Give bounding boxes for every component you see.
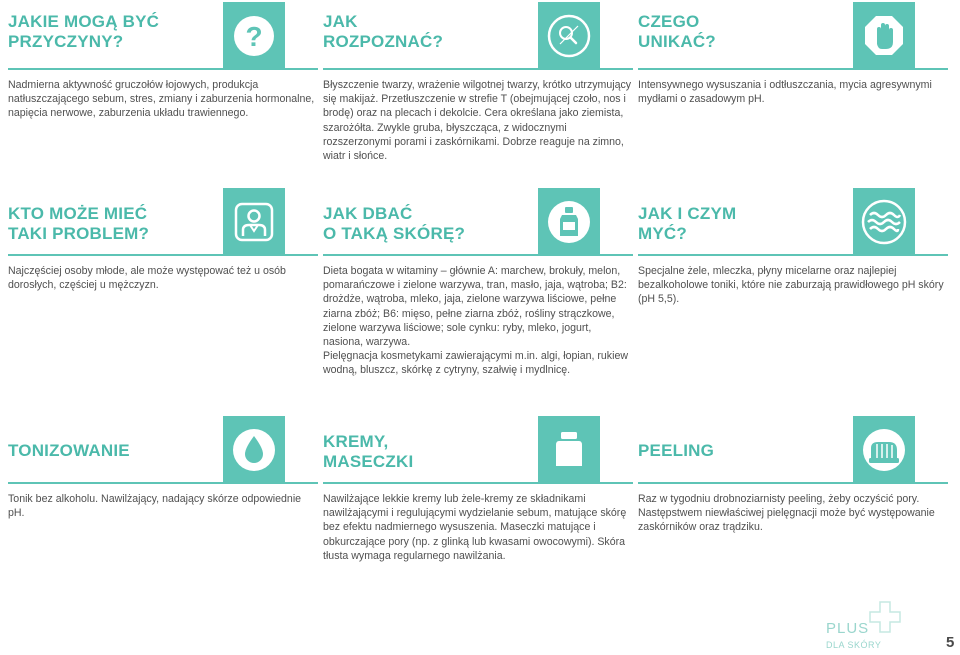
panel-header <box>8 188 318 256</box>
panel-header <box>8 416 318 484</box>
panel-text: Intensywnego wysuszania i odtłuszczania, mycia agresywnymi mydłami o zasadowym pH. <box>638 79 932 106</box>
jar-icon <box>538 188 600 256</box>
panel-avoid <box>638 2 948 106</box>
magnifier-circle-icon <box>538 2 600 70</box>
water-waves-icon <box>853 188 915 256</box>
panel-title: TONIZOWANIE <box>8 441 130 460</box>
panel-header <box>323 2 633 70</box>
panel-text: Dieta bogata w witaminy – głównie A: marchew, brokuły, melon, pomarańczowe i zielone warzywa, tran, masło, jaja, wątroba; B2: drożdże, wątroba, mleko, jaja, zielone warzywa liściowe, pełne ziarna zbóż; B6: mięso, pełne ziarna zbóż, rośliny strączkowe, zielone warzywa liściowe; sole cynku: ryby, mleko, jogurt, nasiona, warzywa. Pielęgnacja kosmetykami zawierającymi m.in. algi, łopian, rukiew wodną, bluszcz, skórkę z cytryny, szałwię i mydlnicę. <box>323 265 628 377</box>
panel-text: Błyszczenie twarzy, wrażenie wilgotnej twarzy, krótko utrzymujący się makijaż. Przetłuszczenie w strefie T (obejmującej czoło, nos i brodę) oraz na plecach i dekolcie. Cera określana jako ziemista, szarożółta. Zwykle gruba, błyszcząca, z widocznymi rozszerzonymi porami i zaskórnikami. Dobrze reaguje na zimno, wiatr i słońce. <box>323 79 632 163</box>
panel-header <box>8 2 318 70</box>
panel-header <box>323 416 633 484</box>
panel-title: JAK ROZPOZNAĆ? <box>323 12 444 51</box>
panel-who <box>8 188 318 292</box>
brand-logo-subtext: DLA SKÓRY <box>826 640 882 650</box>
panel-peeling <box>638 416 948 535</box>
panel-text: Raz w tygodniu drobnoziarnisty peeling, żeby oczyścić pory. Następstwem niewłaściwej pielęgnacji może być występowanie zaskórników oraz trądziku. <box>638 493 935 534</box>
panel-care <box>323 188 633 378</box>
panel-title: JAK I CZYM MYĆ? <box>638 204 737 243</box>
stop-hand-icon <box>853 2 915 70</box>
panel-header <box>638 2 948 70</box>
brand-logo-text: PLUS <box>826 620 870 637</box>
plus-logo-icon <box>868 600 902 634</box>
panel-title: JAK DBAĆ O TAKĄ SKÓRĘ? <box>323 204 466 243</box>
panel-header <box>638 188 948 256</box>
svg-text:?: ? <box>245 21 263 52</box>
question-mark-icon <box>223 2 285 70</box>
panel-text: Nadmierna aktywność gruczołów łojowych, produkcja natłuszczającego sebum, stres, zmiany i zaburzenia hormonalne, napięcia nerwowe, zaburzenia układu trawiennego. <box>8 79 315 120</box>
panel-header <box>323 188 633 256</box>
panel-title: CZEGO UNIKAĆ? <box>638 12 716 51</box>
panel-wash <box>638 188 948 307</box>
cream-jar-icon <box>538 416 600 484</box>
panel-causes <box>8 2 318 121</box>
page-number: 5 <box>946 634 955 651</box>
panel-title: KTO MOŻE MIEĆ TAKI PROBLEM? <box>8 204 150 243</box>
panel-text: Najczęściej osoby młode, ale może występować też u osób dorosłych, częściej u mężczyzn. <box>8 265 286 292</box>
panel-text: Tonik bez alkoholu. Nawilżający, nadający skórze odpowiednie pH. <box>8 493 302 520</box>
panel-title: KREMY, MASECZKI <box>323 432 414 471</box>
panel-title: PEELING <box>638 441 715 460</box>
panel-header <box>638 416 948 484</box>
panel-title: JAKIE MOGĄ BYĆ PRZYCZYNY? <box>8 12 160 51</box>
panel-recognize <box>323 2 633 163</box>
panel-text: Specjalne żele, mleczka, płyny micelarne oraz najlepiej bezalkoholowe toniki, które nie zaburzają prawidłowego pH skóry (pH 5,5). <box>638 265 944 306</box>
panel-toning <box>8 416 318 520</box>
person-icon <box>223 188 285 256</box>
droplet-icon <box>223 416 285 484</box>
brush-icon <box>853 416 915 484</box>
panel-text: Nawilżające lekkie kremy lub żele-kremy ze składnikami nawilżającymi i regulującymi wydzielanie sebum, matujące skórę bez efektu nadmiernego wysuszenia. Maseczki matujące i obkurczające pory (np. z glinką lub kwasami owocowymi). Skóra tłusta wymaga regularnego nawilżania. <box>323 493 627 562</box>
panel-creams <box>323 416 633 563</box>
